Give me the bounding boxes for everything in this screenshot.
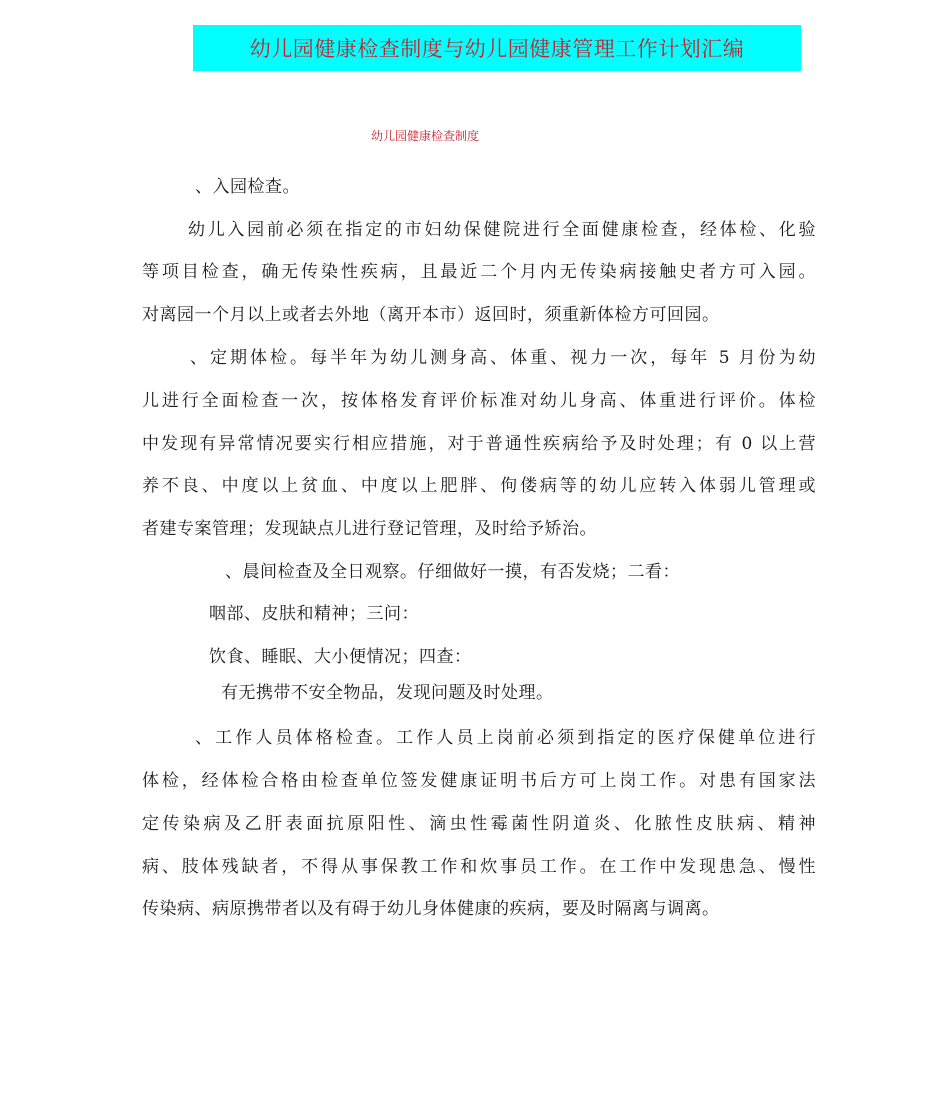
paragraph-2-line-2: 儿进行全面检查一次，按体格发育评价标准对幼儿身高、体重进行评价。体检 bbox=[142, 391, 816, 411]
paragraph-4-line-4: 病、肢体残缺者，不得从事保教工作和炊事员工作。在工作中发现患急、慢性 bbox=[142, 857, 816, 877]
paragraph-1-line-2: 等项目检查，确无传染性疾病，且最近二个月内无传染病接触史者方可入园。 bbox=[142, 262, 816, 282]
paragraph-4-line-2: 体检，经体检合格由检查单位签发健康证明书后方可上岗工作。对患有国家法 bbox=[142, 771, 816, 791]
document-title: 幼儿园健康检查制度与幼儿园健康管理工作计划汇编 bbox=[249, 37, 745, 61]
section-heading: 幼儿园健康检查制度 bbox=[371, 129, 480, 143]
paragraph-4-line-1: 、工作人员体格检查。工作人员上岗前必须到指定的医疗保健单位进行 bbox=[195, 728, 816, 748]
paragraph-4-line-5: 传染病、病原携带者以及有碍于幼儿身体健康的疾病，要及时隔离与调离。 bbox=[142, 899, 720, 919]
paragraph-2-line-4: 养不良、中度以上贫血、中度以上肥胖、佝偻病等的幼儿应转入体弱儿管理或 bbox=[142, 476, 816, 496]
paragraph-4-line-3: 定传染病及乙肝表面抗原阳性、滴虫性霉菌性阴道炎、化脓性皮肤病、精神 bbox=[142, 814, 816, 834]
document-title-banner bbox=[193, 25, 801, 71]
paragraph-2-line-3: 中发现有异常情况要实行相应措施，对于普通性疾病给予及时处理；有 0 以上营 bbox=[142, 434, 816, 454]
paragraph-1-heading: 、入园检查。 bbox=[195, 177, 300, 197]
paragraph-3-line-3: 饮食、睡眠、大小便情况；四查： bbox=[209, 647, 472, 667]
paragraph-3-line-4: 有无携带不安全物品，发现问题及时处理。 bbox=[221, 683, 554, 703]
paragraph-2-line-5: 者建专案管理；发现缺点儿进行登记管理，及时给予矫治。 bbox=[142, 519, 597, 539]
paragraph-2-line-1: 、定期体检。每半年为幼儿测身高、体重、视力一次，每年 5 月份为幼 bbox=[190, 348, 816, 368]
paragraph-1-line-1: 幼儿入园前必须在指定的市妇幼保健院进行全面健康检查，经体检、化验 bbox=[188, 220, 816, 240]
paragraph-3-line-2: 咽部、皮肤和精神；三问： bbox=[209, 604, 419, 624]
paragraph-3-line-1: 、晨间检查及全日观察。仔细做好一摸，有否发烧；二看： bbox=[225, 562, 680, 582]
paragraph-1-line-3: 对离园一个月以上或者去外地（离开本市）返回时，须重新体检方可回园。 bbox=[142, 305, 720, 325]
